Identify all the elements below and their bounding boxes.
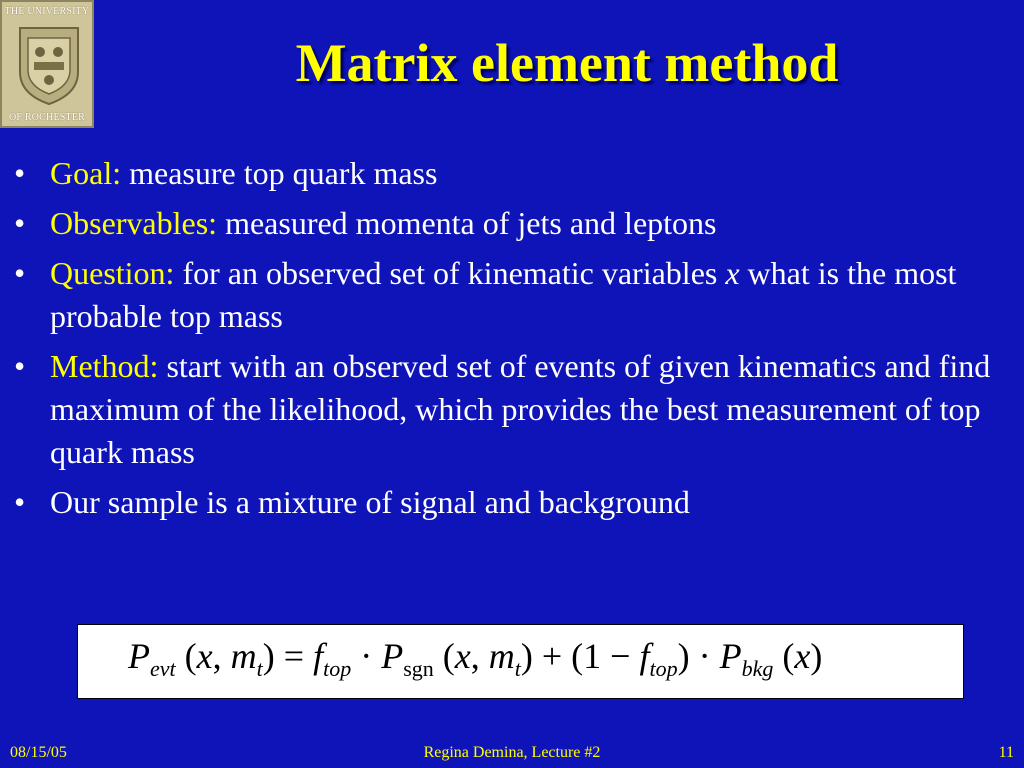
bullet-observables (14, 202, 1004, 245)
bullet-text: Our sample is a mixture of signal and background (50, 484, 690, 520)
bullet-text: start with an observed set of events of given kinematics and find maximum of the likelihood, which provides the best measurement of top quark mass (50, 348, 991, 470)
bullet-icon: • (14, 255, 26, 291)
bullet-icon: • (14, 205, 26, 241)
bullet-goal (14, 152, 1004, 195)
footer-date: 08/15/05 (10, 744, 67, 761)
formula-box (77, 624, 964, 699)
bullet-list (14, 152, 1004, 531)
likelihood-formula: $P_{evt}$ (x, $m_t) = f_{top} \cdot P_{sgn}$ (x, $m_t) + (1 - f_{top}) \cdot P_{bkg}$ (x) (128, 636, 823, 681)
logo-top-text: THE UNIVERSITY (4, 6, 90, 17)
bullet-icon: • (14, 484, 26, 520)
logo-bottom-text: OF ROCHESTER (8, 112, 86, 123)
bullet-question (14, 252, 1004, 338)
bullet-method (14, 345, 1004, 474)
bullet-label: Method: (50, 348, 159, 384)
bullet-text: for an observed set of kinematic variables (174, 255, 726, 291)
footer-page-number: 11 (998, 744, 1014, 761)
bullet-icon: • (14, 155, 26, 191)
bullet-sample (14, 481, 1004, 524)
bullet-text-continued: what is the most probable top mass (50, 255, 957, 334)
bullet-text: measured momenta of jets and leptons (217, 205, 717, 241)
footer-author: Regina Demina, Lecture #2 (423, 744, 601, 761)
bullet-label: Goal: (50, 155, 122, 191)
bullet-label: Observables: (50, 205, 218, 241)
bullet-icon: • (14, 348, 26, 384)
bullet-variable: x (725, 255, 740, 291)
bullet-label: Question: (50, 255, 175, 291)
slide-title: Matrix element method (295, 33, 839, 93)
bullet-text: measure top quark mass (121, 155, 438, 191)
